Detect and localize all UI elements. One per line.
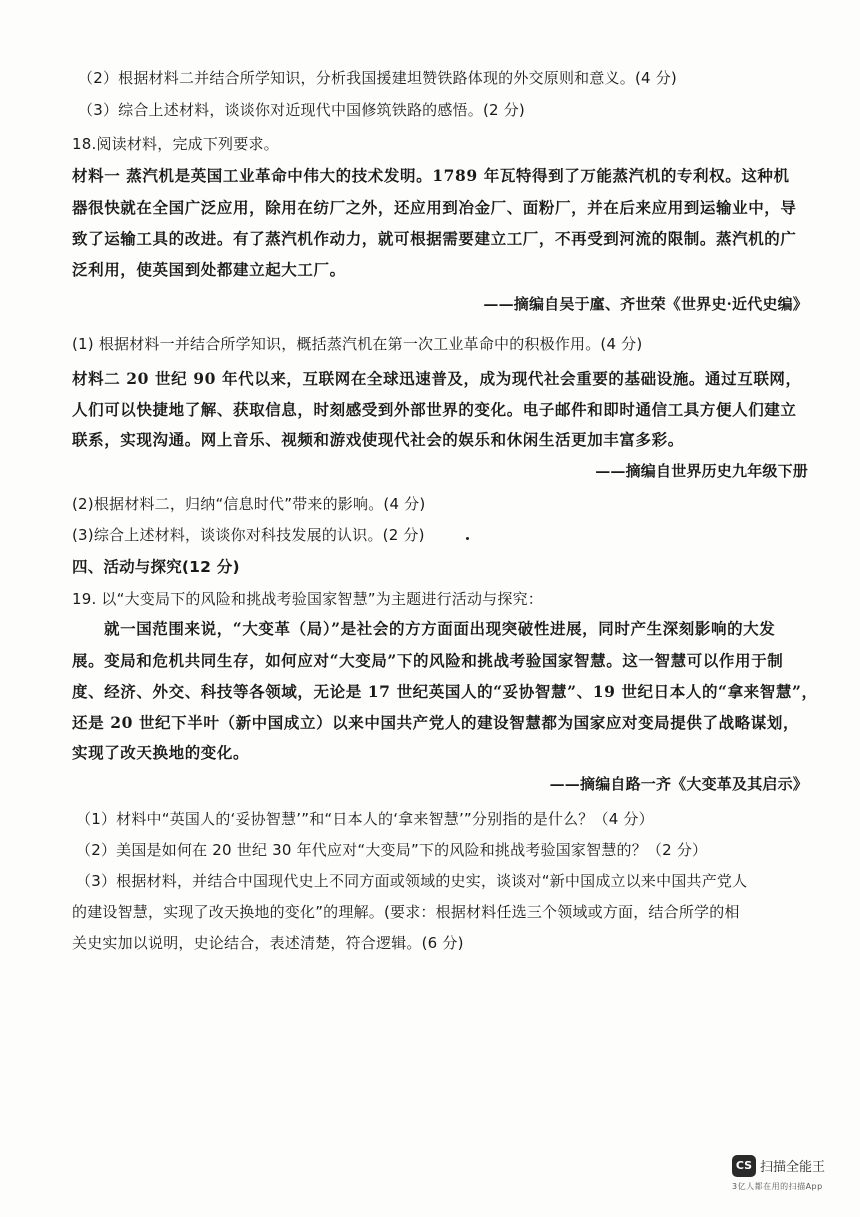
- q19-material-line-4: 还是 20 世纪下半叶（新中国成立）以来中国共产党人的建设智慧都为国家应对变局提供了战略谋划，: [72, 713, 800, 732]
- q18-part2: (2)根据材料二，归纳“信息时代”带来的影响。(4 分): [72, 495, 426, 513]
- q18-material2-line-1: 材料二 20 世纪 90 年代以来，互联网在全球迅速普及，成为现代社会重要的基础设施。通过互联网，: [72, 369, 802, 388]
- watermark-app-name: 扫描全能王: [760, 1160, 826, 1175]
- q18-part3: (3)综合上述材料，谈谈你对科技发展的认识。(2 分): [72, 526, 425, 544]
- scan-speck: [466, 537, 469, 540]
- q19-material-line-3: 度、经济、外交、科技等各领域，无论是 17 世纪英国人的“妥协智慧”、19 世纪日本人的“拿来智慧”，: [72, 682, 818, 701]
- q17-part3: （3）综合上述材料，谈谈你对近现代中国修筑铁路的感悟。(2 分): [78, 101, 525, 119]
- q19-material-line-5: 实现了改天换地的变化。: [72, 743, 250, 762]
- section4-heading: 四、活动与探究(12 分): [72, 558, 240, 576]
- scanner-watermark: [732, 1155, 842, 1195]
- q19-part3-line-2: 的建设智慧，实现了改天换地的变化”的理解。(要求：根据材料任选三个领域或方面，结合所学的相: [72, 903, 740, 921]
- q19-part3-line-1: （3）根据材料，并结合中国现代史上不同方面或领域的史实，谈谈对“新中国成立以来中国共产党人: [76, 872, 748, 890]
- q18-material2-line-2: 人们可以快捷地了解、获取信息，时刻感受到外部世界的变化。电子邮件和即时通信工具方便人们建立: [72, 400, 797, 419]
- q18-material1-line-1: 材料一 蒸汽机是英国工业革命中伟大的技术发明。1789 年瓦特得到了万能蒸汽机的专利权。这种机: [72, 166, 790, 185]
- q19-material-line-2: 展。变局和危机共同生存，如何应对“大变局”下的风险和挑战考验国家智慧。这一智慧可以作用于制: [72, 651, 784, 670]
- q18-material1-line-3: 致了运输工具的改进。有了蒸汽机作动力，就可根据需要建立工厂，不再受到河流的限制。蒸汽机的广: [72, 229, 797, 248]
- watermark-tagline: 3亿人都在用的扫描App: [732, 1182, 823, 1191]
- q19-part2: （2）美国是如何在 20 世纪 30 年代应对“大变局”下的风险和挑战考验国家智慧的？（2 分）: [76, 841, 708, 859]
- q19-part1: （1）材料中“英国人的‘妥协智慧’”和“日本人的‘拿来智慧’”分别指的是什么？（4 分）: [76, 810, 654, 828]
- q19-part3-line-3: 关史实加以说明，史论结合，表述清楚，符合逻辑。(6 分): [72, 934, 464, 952]
- q19-material-line-1: 就一国范围来说，“大变革（局）”是社会的方方面面出现突破性进展，同时产生深刻影响的大发: [104, 619, 776, 638]
- q18-material1-line-4: 泛利用，使英国到处都建立起大工厂。: [72, 260, 346, 279]
- q18-material1-line-2: 器很快就在全国广泛应用，除用在纺厂之外，还应用到冶金厂、面粉厂，并在后来应用到运输业中，导: [72, 198, 797, 217]
- camscanner-logo-icon: CS: [732, 1155, 756, 1177]
- q17-part2: （2）根据材料二并结合所学知识，分析我国援建坦赞铁路体现的外交原则和意义。(4 分): [78, 69, 677, 87]
- q18-material2-line-3: 联系，实现沟通。网上音乐、视频和游戏使现代社会的娱乐和休闲生活更加丰富多彩。: [72, 430, 684, 449]
- q18-part1: (1) 根据材料一并结合所学知识，概括蒸汽机在第一次工业革命中的积极作用。(4 分): [72, 335, 643, 353]
- q18-material2-source: ——摘编自世界历史九年级下册: [595, 462, 808, 480]
- q18-stem: 18.阅读材料，完成下列要求。: [72, 135, 279, 153]
- q19-stem: 19. 以“大变局下的风险和挑战考验国家智慧”为主题进行活动与探究：: [72, 590, 543, 608]
- q18-material1-source: ——摘编自吴于廑、齐世荣《世界史·近代史编》: [483, 295, 808, 313]
- q19-material-source: ——摘编自路一齐《大变革及其启示》: [549, 775, 808, 793]
